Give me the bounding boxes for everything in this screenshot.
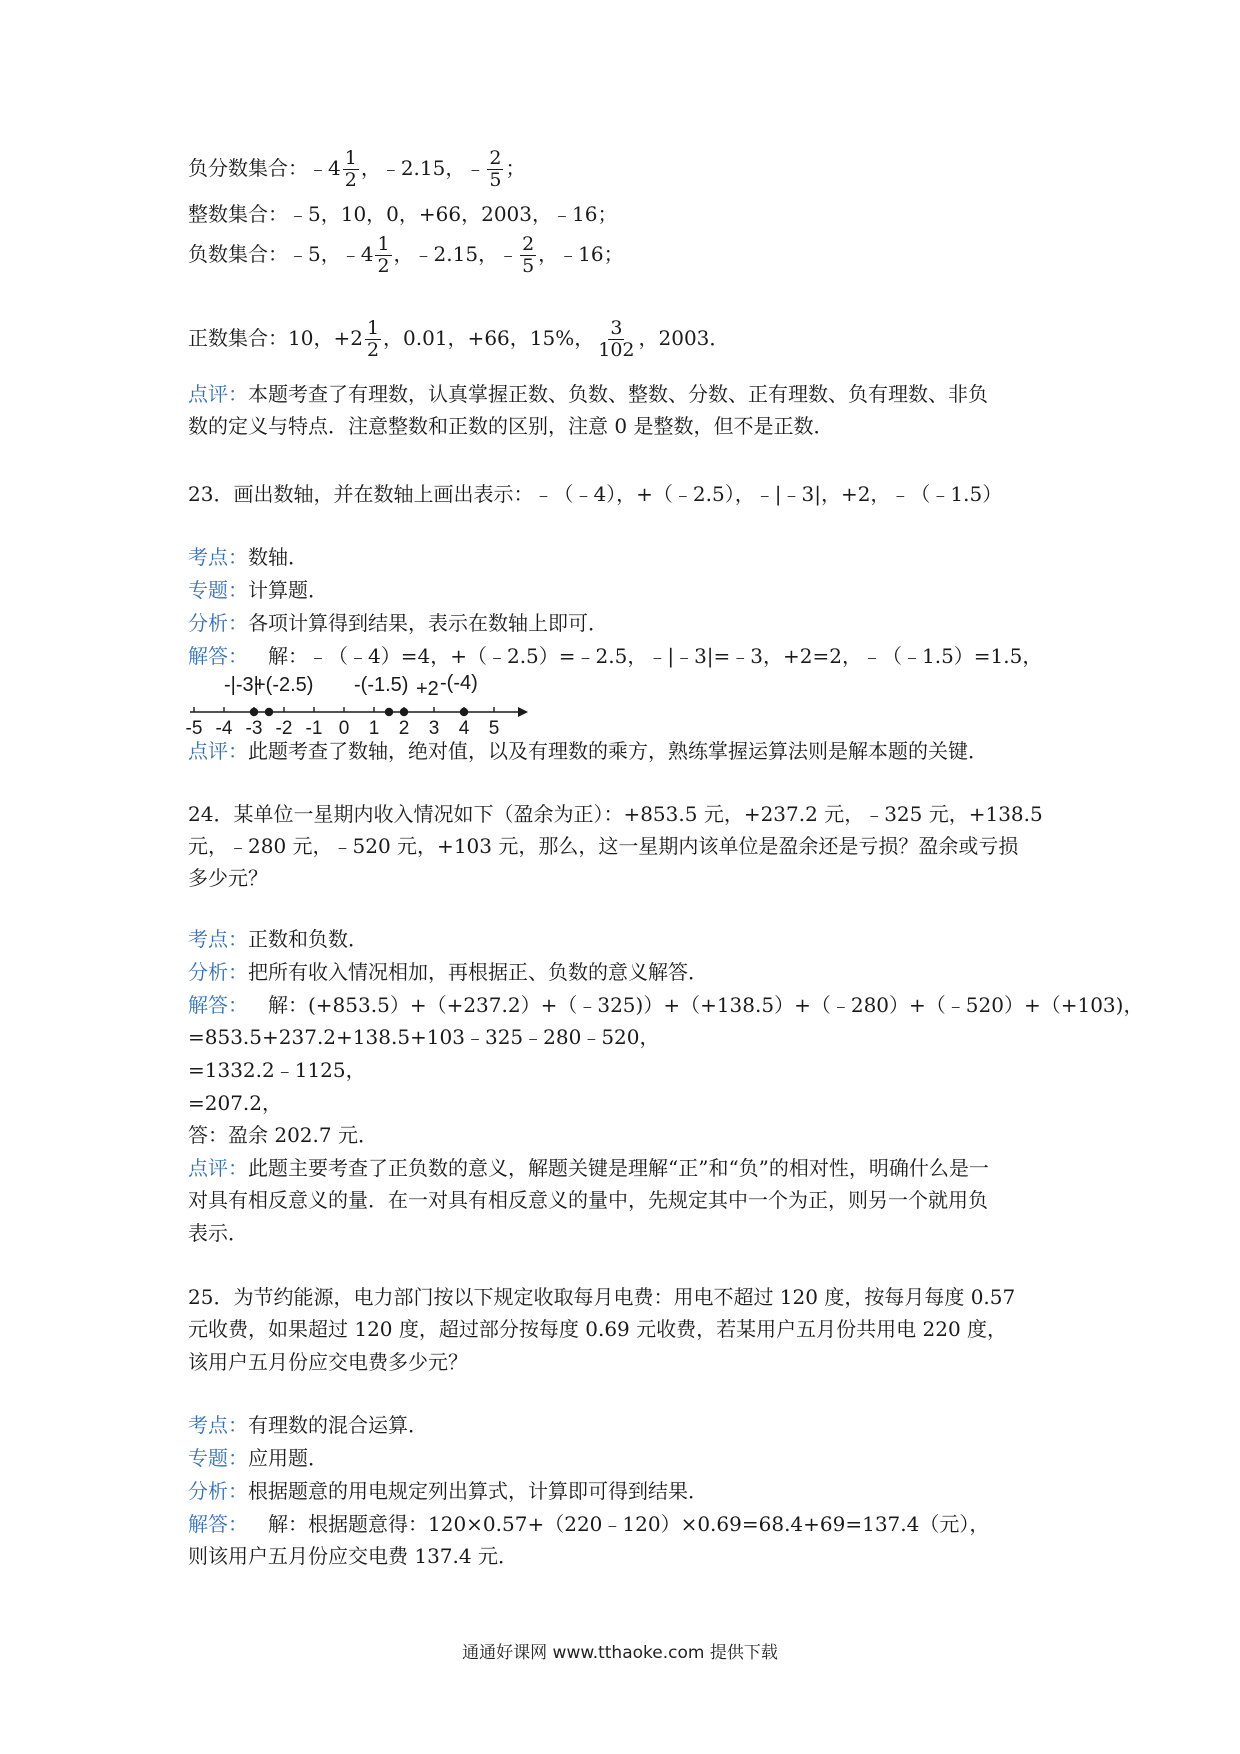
numerator: 3	[610, 317, 623, 339]
text-line: 元收费，如果超过 120 度，超过部分按每度 0.69 元收费，若某用户五月份共用电 220 度，	[188, 1317, 1008, 1341]
text: 应用题．	[248, 1446, 328, 1470]
tick-label: 2	[398, 718, 410, 738]
text-line: =207.2，	[188, 1091, 283, 1115]
text: 负分数集合：﹣4	[188, 156, 341, 180]
category-line	[188, 1444, 328, 1472]
comment-line	[188, 737, 988, 765]
tick-label: -4	[215, 718, 233, 738]
fraction	[596, 318, 636, 361]
analysis-line	[188, 1477, 708, 1505]
text-line: 则该用户五月份应交电费 137.4 元．	[188, 1544, 518, 1568]
comment-line	[188, 380, 988, 408]
negative-set	[188, 234, 624, 277]
topic-line	[188, 1411, 428, 1439]
text: 此题考查了数轴，绝对值，以及有理数的乘方，熟练掌握运算法则是解本题的关键．	[248, 739, 988, 763]
comment-line	[188, 1154, 989, 1182]
point-marker	[460, 708, 468, 716]
tick-label: 4	[458, 718, 470, 738]
text-line: =1332.2﹣1125，	[188, 1058, 366, 1082]
text: 正数和负数．	[248, 927, 368, 951]
text: 有理数的混合运算．	[248, 1413, 428, 1437]
tick-label: -3	[245, 718, 263, 738]
text-line: =853.5+237.2+138.5+103﹣325﹣280﹣520，	[188, 1025, 660, 1049]
fraction	[487, 148, 503, 191]
category-label: 专题：	[188, 578, 248, 602]
text-line: 元，﹣280 元，﹣520 元，+103 元，那么，这一星期内该单位是盈余还是亏损？盈余或亏损	[188, 834, 1019, 858]
topic-line	[188, 543, 308, 571]
text: 根据题意的用电规定列出算式，计算即可得到结果．	[248, 1479, 708, 1503]
answer-label: 解答：	[188, 993, 248, 1017]
text: 把所有收入情况相加，再根据正、负数的意义解答．	[248, 960, 708, 984]
answer-line	[188, 1510, 989, 1538]
comment-label: 点评：	[188, 1156, 248, 1180]
text-line: 多少元？	[188, 866, 268, 890]
text-line: 表示．	[188, 1221, 248, 1245]
answer-line	[188, 991, 1143, 1019]
text: ，﹣2.15，﹣	[393, 242, 519, 266]
analysis-line	[188, 958, 708, 986]
point-marker	[250, 708, 258, 716]
text: 此题主要考查了正负数的意义，解题关键是理解“正”和“负”的相对性，明确什么是一	[248, 1156, 989, 1180]
number-line-figure	[184, 668, 544, 738]
fraction	[375, 234, 391, 277]
analysis-label: 分析：	[188, 1479, 248, 1503]
question-25: 25．为节约能源，电力部门按以下规定收取每月电费：用电不超过 120 度，按每月每度 0.57	[188, 1285, 1016, 1309]
denominator: 5	[489, 169, 502, 191]
text: 计算题．	[248, 578, 328, 602]
comment-label: 点评：	[188, 739, 248, 763]
positive-set	[188, 318, 729, 361]
comment-label: 点评：	[188, 382, 248, 406]
text-line: 答：盈余 202.7 元．	[188, 1123, 378, 1147]
topic-line	[188, 925, 368, 953]
footer-credit: 通通好课网 www.tthaoke.com 提供下载	[462, 1643, 778, 1663]
text: 解：﹣（﹣4）=4，+（﹣2.5）=﹣2.5，﹣|﹣3|=﹣3，+2=2，﹣（﹣1.5）=1.5，	[268, 644, 1043, 668]
answer-label: 解答：	[188, 644, 248, 668]
tick-label: -5	[185, 718, 203, 738]
answer-label: 解答：	[188, 1512, 248, 1536]
text: ；	[505, 156, 526, 180]
tick-label: 1	[368, 718, 380, 738]
label-neg-neg-1-5: -(-1.5)	[354, 674, 409, 696]
numerator: 1	[377, 233, 390, 255]
text: 正数集合：10，+2	[188, 326, 363, 350]
analysis-line	[188, 609, 608, 637]
fraction	[365, 318, 381, 361]
text: ，﹣2.15，﹣	[360, 156, 486, 180]
text: ，2003．	[638, 326, 730, 350]
topic-label: 考点：	[188, 545, 248, 569]
numerator: 2	[522, 233, 535, 255]
topic-label: 考点：	[188, 927, 248, 951]
label-neg-neg-4: -(-4)	[440, 672, 478, 694]
question-24: 24．某单位一星期内收入情况如下（盈余为正）：+853.5 元，+237.2 元，﹣325 元，+138.5	[188, 802, 1043, 826]
analysis-label: 分析：	[188, 960, 248, 984]
axis-arrow	[518, 707, 528, 717]
tick-label: -2	[275, 718, 293, 738]
integer-set: 整数集合：﹣5，10，0，+66，2003，﹣16；	[188, 202, 618, 226]
text: ，0.01，+66，15%，	[383, 326, 595, 350]
text-line: 对具有相反意义的量．在一对具有相反意义的量中，先规定其中一个为正，则另一个就用负	[188, 1188, 988, 1212]
analysis-label: 分析：	[188, 611, 248, 635]
point-marker	[265, 708, 273, 716]
text-line: 该用户五月份应交电费多少元？	[188, 1350, 468, 1374]
negative-fraction-set	[188, 148, 525, 191]
denominator: 2	[366, 339, 380, 361]
label-plus-2: +2	[416, 678, 439, 700]
answer-line	[188, 642, 1042, 670]
label-neg-2-5: +(-2.5)	[254, 674, 314, 696]
text-line: 数的定义与特点．注意整数和正数的区别，注意 0 是整数，但不是正数．	[188, 414, 834, 438]
denominator: 102	[598, 339, 635, 361]
point-marker	[400, 708, 408, 716]
category-label: 专题：	[188, 1446, 248, 1470]
text: 各项计算得到结果，表示在数轴上即可．	[248, 611, 608, 635]
text: 负数集合：﹣5，﹣4	[188, 242, 374, 266]
fraction	[343, 148, 359, 191]
tick-label: 5	[488, 718, 500, 738]
denominator: 5	[522, 255, 535, 277]
topic-label: 考点：	[188, 1413, 248, 1437]
text: 数轴．	[248, 545, 308, 569]
text: 解：根据题意得：120×0.57+（220﹣120）×0.69=68.4+69=137.4（元），	[268, 1512, 990, 1536]
numerator: 1	[344, 147, 357, 169]
text: ，﹣16；	[538, 242, 624, 266]
fraction	[520, 234, 536, 277]
numerator: 1	[366, 317, 380, 339]
denominator: 2	[344, 169, 357, 191]
tick-label: -1	[305, 718, 323, 738]
tick-label: 3	[428, 718, 440, 738]
category-line	[188, 576, 328, 604]
question-23: 23．画出数轴，并在数轴上画出表示：﹣（﹣4），+（﹣2.5），﹣|﹣3|，+2，﹣（﹣1.5）	[188, 482, 1003, 506]
denominator: 2	[377, 255, 390, 277]
text: 解：(+853.5）+（+237.2）+（﹣325)）+（+138.5）+（﹣280）+（﹣520）+（+103)，	[268, 993, 1144, 1017]
label-abs: -|-3|	[224, 674, 259, 696]
tick-label: 0	[338, 718, 350, 738]
numerator: 2	[489, 147, 502, 169]
text: 本题考查了有理数，认真掌握正数、负数、整数、分数、正有理数、负有理数、非负	[248, 382, 988, 406]
point-marker	[385, 708, 393, 716]
